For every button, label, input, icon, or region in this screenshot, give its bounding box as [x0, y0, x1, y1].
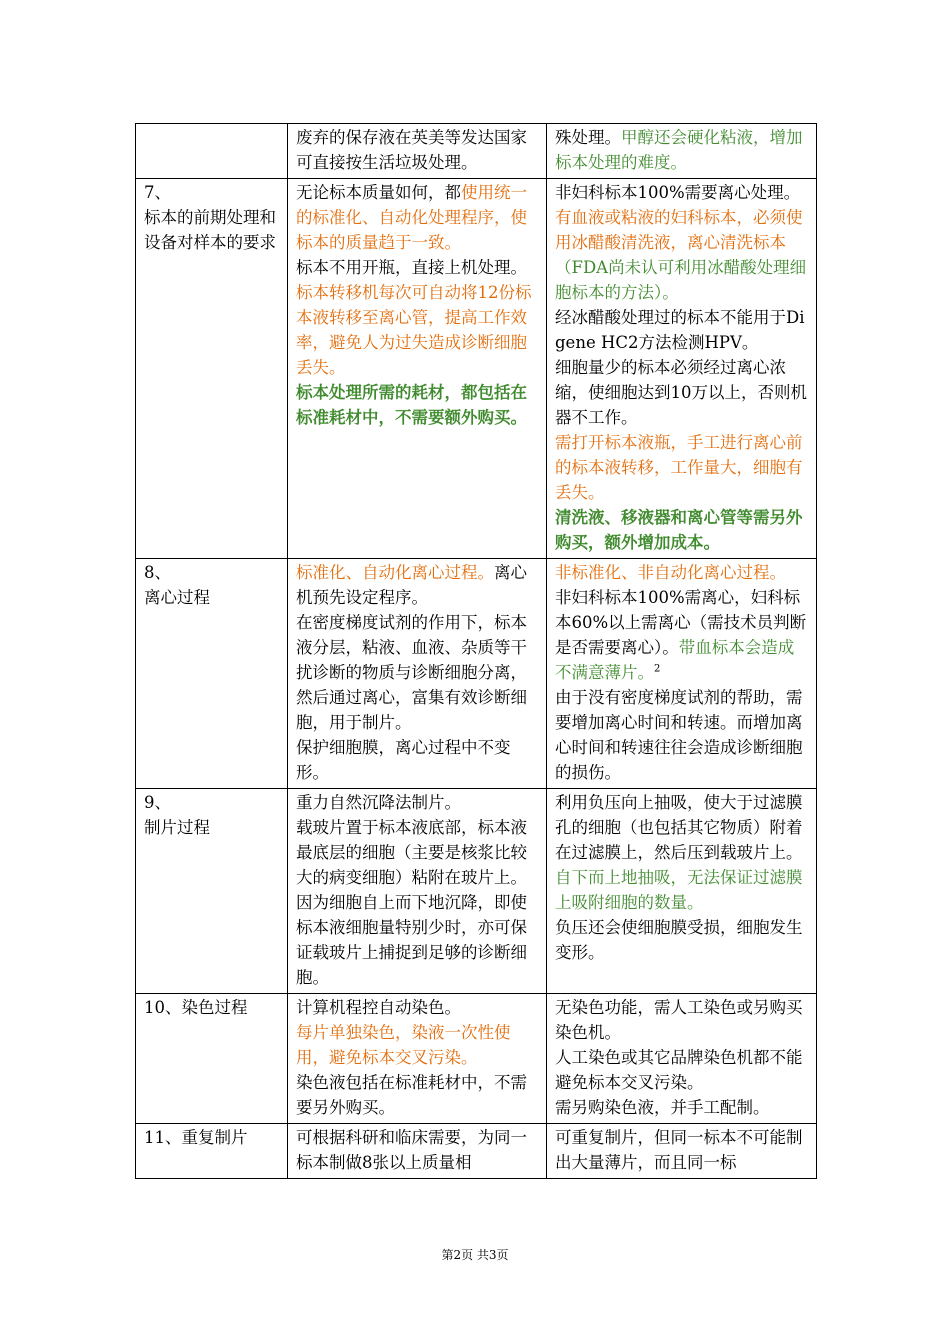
- table-row: [136, 789, 817, 994]
- cell-text: 保护细胞膜，离心过程中不变形。: [296, 738, 511, 782]
- table-row: [136, 1124, 817, 1179]
- cell-text: 废弃的保存液在英美等发达国家可直接按生活垃圾处理。: [296, 128, 527, 172]
- highlight-orange-text: 使用统一的标准化、自动化处理程序，使标本的质量趋于一致。: [296, 183, 527, 252]
- cell-col2: [288, 559, 547, 789]
- highlight-orange-text: 有血液或粘液的妇科标本，必须使用冰醋酸清洗液，离心清洗标本: [555, 208, 803, 252]
- cell-text: 需另购染色液，并手工配制。: [555, 1098, 770, 1117]
- cell-col3: [547, 994, 817, 1124]
- cell-text: 重力自然沉降法制片。: [296, 793, 461, 812]
- cell-text: 利用负压向上抽吸，使大于过滤膜孔的细胞（也包括其它物质）附着在过滤膜上，然后压到载玻片上。: [555, 793, 803, 862]
- cell-text: 无论标本质量如何，都: [296, 183, 461, 202]
- row-label: 离心过程: [144, 588, 210, 607]
- cell-text: 由于没有密度梯度试剂的帮助，需要增加离心时间和转速。而增加离心时间和转速往往会造成诊断细胞的损伤。: [555, 688, 803, 782]
- comparison-table: [135, 123, 817, 1179]
- page-footer: 第2页 共3页: [441, 1248, 509, 1262]
- row-label: 11、重复制片: [144, 1128, 248, 1147]
- cell-text: 殊处理。: [555, 128, 621, 147]
- cell-text: 无染色功能，需人工染色或另购买染色机。: [555, 998, 803, 1042]
- row-number: 7、: [144, 183, 171, 202]
- table-row: [136, 994, 817, 1124]
- row-label-cell: [136, 124, 288, 179]
- cell-col3: [547, 124, 817, 179]
- cell-text: 非妇科标本100%需要离心处理。: [555, 183, 801, 202]
- highlight-orange-text: 每片单独染色，染液一次性使用，避免标本交叉污染。: [296, 1023, 511, 1067]
- row-label-cell: [136, 559, 288, 789]
- cell-text: 载玻片置于标本液底部，标本液最底层的细胞（主要是核浆比较大的病变细胞）粘附在玻片上。因为细胞自上而下地沉降，即使标本液细胞量特别少时，亦可保证载玻片上捕捉到足够的诊断细胞。: [296, 818, 527, 987]
- row-number: 8、: [144, 563, 171, 582]
- cell-text: 人工染色或其它品牌染色机都不能避免标本交叉污染。: [555, 1048, 803, 1092]
- cell-col3: [547, 179, 817, 559]
- highlight-orange-text: 标本转移机每次可自动将12份标本液转移至离心管，提高工作效率，避免人为过失造成诊断细胞丢失。: [296, 283, 532, 377]
- highlight-green-text: 甲醇还会硬化粘液，增加标本处理的难度。: [555, 128, 803, 172]
- cell-text: 标本不用开瓶，直接上机处理。: [296, 258, 527, 277]
- cell-paragraph: [555, 585, 808, 685]
- highlight-orange-text: 标准化、自动化离心过程。: [296, 563, 494, 582]
- cell-paragraph: [296, 180, 538, 255]
- cell-text: 计算机程控自动染色。: [296, 998, 461, 1017]
- highlight-green-text: 自下而上地抽吸，无法保证过滤膜上吸附细胞的数量。: [555, 868, 803, 912]
- cell-text: 可重复制片，但同一标本不可能制出大量薄片，而且同一标: [555, 1128, 803, 1172]
- cell-col3: [547, 789, 817, 994]
- table-row: [136, 559, 817, 789]
- cell-paragraph: [555, 125, 808, 175]
- cell-col3: [547, 559, 817, 789]
- cell-text: 非妇科标本100%需离心，妇科标本60%以上需离心（需技术员判断是否需要离心）。: [555, 588, 807, 657]
- cell-col3: [547, 1124, 817, 1179]
- cell-text: 细胞量少的标本必须经过离心浓缩，使细胞达到10万以上，否则机器不工作。: [555, 358, 807, 427]
- highlight-green-bold-text: 清洗液、移液器和离心管等需另外购买，额外增加成本。: [555, 508, 803, 552]
- cell-col2: [288, 124, 547, 179]
- cell-col2: [288, 994, 547, 1124]
- row-label: 标本的前期处理和设备对样本的要求: [144, 208, 276, 252]
- cell-paragraph: [555, 180, 808, 305]
- highlight-green-bold-text: 标本处理所需的耗材，都包括在标准耗材中，不需要额外购买。: [296, 383, 527, 427]
- highlight-green-text: 带血标本会造成不满意薄片。: [555, 638, 795, 682]
- cell-col2: [288, 1124, 547, 1179]
- cell-col2: [288, 179, 547, 559]
- highlight-green-text: （FDA尚未认可利用冰醋酸处理细胞标本的方法）。: [555, 258, 807, 302]
- row-label-cell: [136, 179, 288, 559]
- row-number: 9、: [144, 793, 171, 812]
- row-label: 10、染色过程: [144, 998, 248, 1017]
- row-label: 制片过程: [144, 818, 210, 837]
- cell-text: 负压还会使细胞膜受损，细胞发生变形。: [555, 918, 803, 962]
- cell-text: 染色液包括在标准耗材中，不需要另外购买。: [296, 1073, 527, 1117]
- cell-paragraph: [296, 560, 538, 610]
- highlight-orange-text: 非标准化、非自动化离心过程。: [555, 563, 786, 582]
- row-label-cell: [136, 1124, 288, 1179]
- highlight-orange-text: 需打开标本液瓶，手工进行离心前的标本液转移，工作量大，细胞有丢失。: [555, 433, 803, 502]
- row-label-cell: [136, 994, 288, 1124]
- cell-text: 离心机预先设定程序。: [296, 563, 527, 607]
- cell-text: 在密度梯度试剂的作用下，标本液分层，粘液、血液、杂质等干扰诊断的物质与诊断细胞分离，然后通过离心，富集有效诊断细胞，用于制片。: [296, 613, 527, 732]
- cell-col2: [288, 789, 547, 994]
- row-label-cell: [136, 789, 288, 994]
- cell-text: 经冰醋酸处理过的标本不能用于Digene HC2方法检测HPV。: [555, 308, 805, 352]
- footnote-marker: 2: [654, 663, 661, 675]
- table-row: [136, 124, 817, 179]
- table-row: [136, 179, 817, 559]
- cell-text: 可根据科研和临床需要，为同一标本制做8张以上质量相: [296, 1128, 527, 1172]
